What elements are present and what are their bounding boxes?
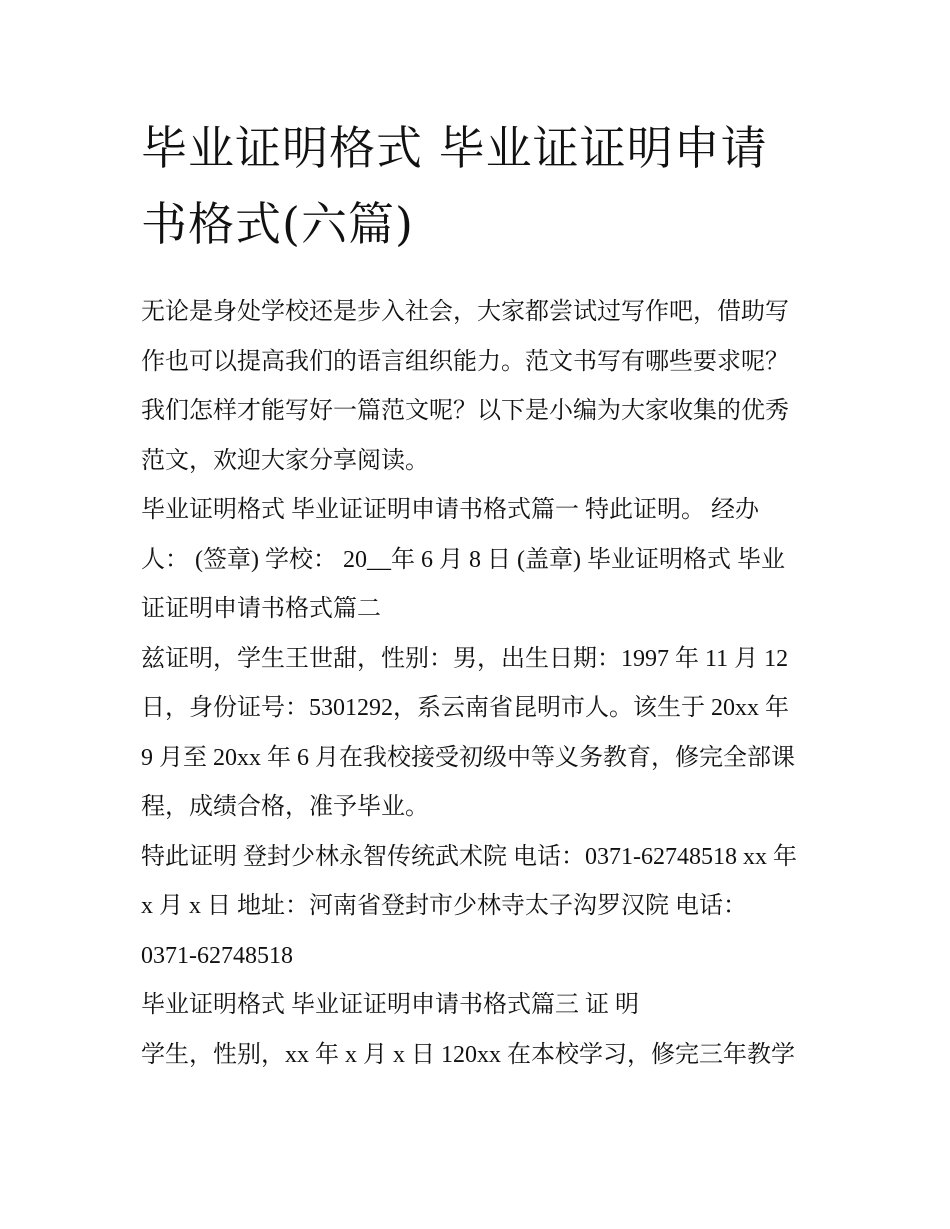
document-content <box>141 110 813 1080</box>
text-line: 无论是身处学校还是步入社会，大家都尝试过写作吧，借助写 <box>141 299 789 325</box>
document-title <box>141 110 813 262</box>
text-line: 程，成绩合格，准予毕业。 <box>141 794 429 820</box>
section-three-paragraph <box>141 1031 813 1081</box>
text-line: 人： (签章) 学校： 20__年 6 月 8 日 (盖章) 毕业证明格式 毕业 <box>141 546 785 573</box>
text-line: 学生，性别，xx 年 x 月 x 日 120xx 在本校学习，修完三年教学 <box>141 1041 795 1068</box>
text-line: 作也可以提高我们的语言组织能力。范文书写有哪些要求呢？ <box>141 348 789 375</box>
text-line: 兹证明，学生王世甜，性别：男，出生日期：1997 年 11 月 12 <box>141 645 789 672</box>
text-line: 日，身份证号：5301292，系云南省昆明市人。该生于 20xx 年 <box>141 695 789 721</box>
text-line: 毕业证明格式 毕业证证明申请书格式篇三 证 明 <box>141 992 639 1018</box>
text-line: 我们怎样才能写好一篇范文呢？以下是小编为大家收集的优秀 <box>141 398 789 424</box>
section-one-paragraph <box>141 486 813 635</box>
title-line: 毕业证明格式 毕业证证明申请 <box>141 121 768 175</box>
text-line: 9 月至 20xx 年 6 月在我校接受初级中等义务教育，修完全部课 <box>141 744 795 771</box>
text-line: 范文，欢迎大家分享阅读。 <box>141 447 429 474</box>
intro-paragraph <box>141 288 813 486</box>
contact-paragraph <box>141 833 813 982</box>
certificate-paragraph <box>141 635 813 833</box>
text-line: x 月 x 日 地址：河南省登封市少林寺太子沟罗汉院 电话： <box>141 893 747 919</box>
text-line: 特此证明 登封少林永智传统武术院 电话：0371-62748518 xx 年 <box>141 843 797 870</box>
section-three-heading <box>141 981 813 1031</box>
text-line: 证证明申请书格式篇二 <box>141 596 381 622</box>
document-body <box>141 288 813 1080</box>
text-line: 0371-62748518 <box>141 942 293 969</box>
text-line: 毕业证明格式 毕业证证明申请书格式篇一 特此证明。 经办 <box>141 497 759 523</box>
title-line: 书格式(六篇) <box>141 197 414 251</box>
